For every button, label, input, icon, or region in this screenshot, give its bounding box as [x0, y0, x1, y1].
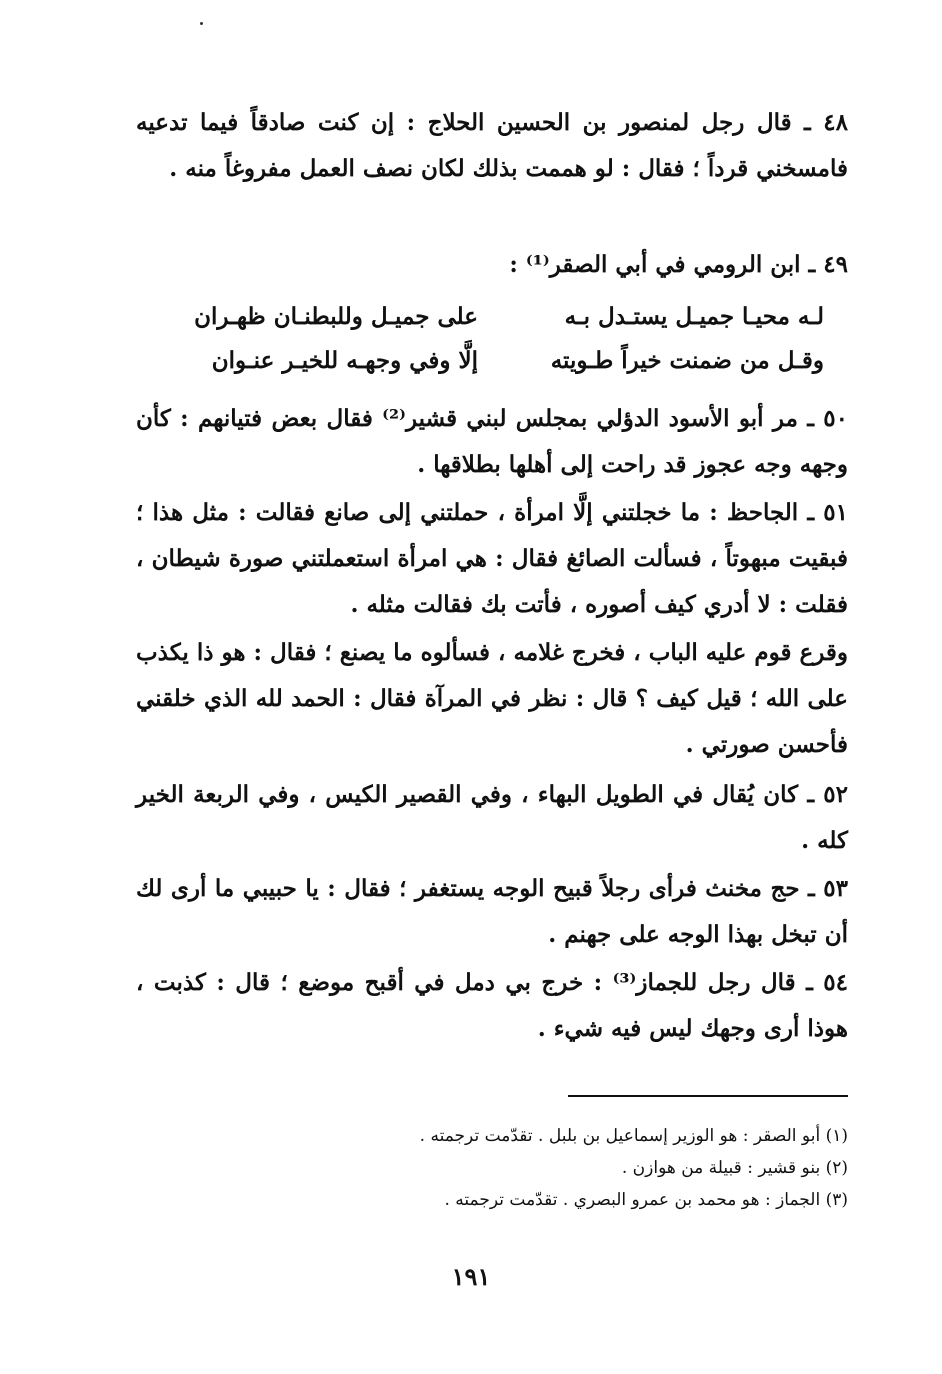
- footnote-3: (٣) الجماز : هو محمد بن عمرو البصري . تقدّمت ترجمته .: [444, 1190, 848, 1210]
- entry-51: ٥١ ـ الجاحظ : ما خجلتني إلَّا امرأة ، حملتني إلى صانع فقالت : مثل هذا ؛ فبقيت مبهوتاً ، فسألت الصائغ فقال : هي امرأة استعملتني صورة شيطان ، فقلت : لا أدري كيف أصوره ، فأتت بك فقالت مثله .: [136, 499, 848, 618]
- poem-line-1-right: لـه محيـا جميـل يستـدل بـه: [564, 303, 824, 330]
- poem-line-2-left: إلَّا وفي وجهـه للخيـر عنـوان: [211, 347, 478, 374]
- entry-52: ٥٢ ـ كان يُقال في الطويل البهاء ، وفي القصير الكيس ، وفي الربعة الخير كله .: [136, 781, 848, 854]
- entry-49: ٤٩ ـ ابن الرومي في أبي الصقر⁽¹⁾ :: [509, 251, 848, 278]
- entry-53: ٥٣ ـ حج مخنث فرأى رجلاً قبيح الوجه يستغفر ؛ فقال : يا حبيبي ما أرى لك أن تبخل بهذا الوجه على جهنم .: [136, 875, 848, 948]
- footnote-separator: [568, 1095, 848, 1097]
- entry-50: ٥٠ ـ مر أبو الأسود الدؤلي بمجلس لبني قشير⁽²⁾ فقال بعض فتيانهم : كأن وجهه وجه عجوز قد راحت إلى أهلها بطلاقها .: [136, 405, 848, 478]
- entry-51-continuation: وقرع قوم عليه الباب ، فخرج غلامه ، فسألوه ما يصنع ؛ فقال : هو ذا يكذب على الله ؛ قيل كيف ؟ قال : نظر في المرآة فقال : الحمد لله الذي خلقني فأحسن صورتي .: [136, 639, 848, 758]
- footnote-2: (٢) بنو قشير : قبيلة من هوازن .: [621, 1158, 848, 1178]
- page-number: ١٩١: [451, 1262, 491, 1291]
- poem-line-1-left: على جميـل وللبطنـان ظهـران: [194, 303, 478, 330]
- entry-54: ٥٤ ـ قال رجل للجماز⁽³⁾ : خرج بي دمل في أقبح موضع ؛ قال : كذبت ، هوذا أرى وجهك ليس فيه شيء .: [136, 969, 848, 1042]
- poem-line-2-right: وقـل من ضمنت خيراً طـويته: [550, 347, 824, 374]
- speck-mark: [200, 22, 203, 25]
- footnote-1: (١) أبو الصقر : هو الوزير إسماعيل بن بلبل . تقدّمت ترجمته .: [419, 1126, 848, 1146]
- entry-48: ٤٨ ـ قال رجل لمنصور بن الحسين الحلاج : إن كنت صادقاً فيما تدعيه فامسخني قرداً ؛ فقال : لو هممت بذلك لكان نصف العمل مفروغاً منه .: [136, 109, 848, 182]
